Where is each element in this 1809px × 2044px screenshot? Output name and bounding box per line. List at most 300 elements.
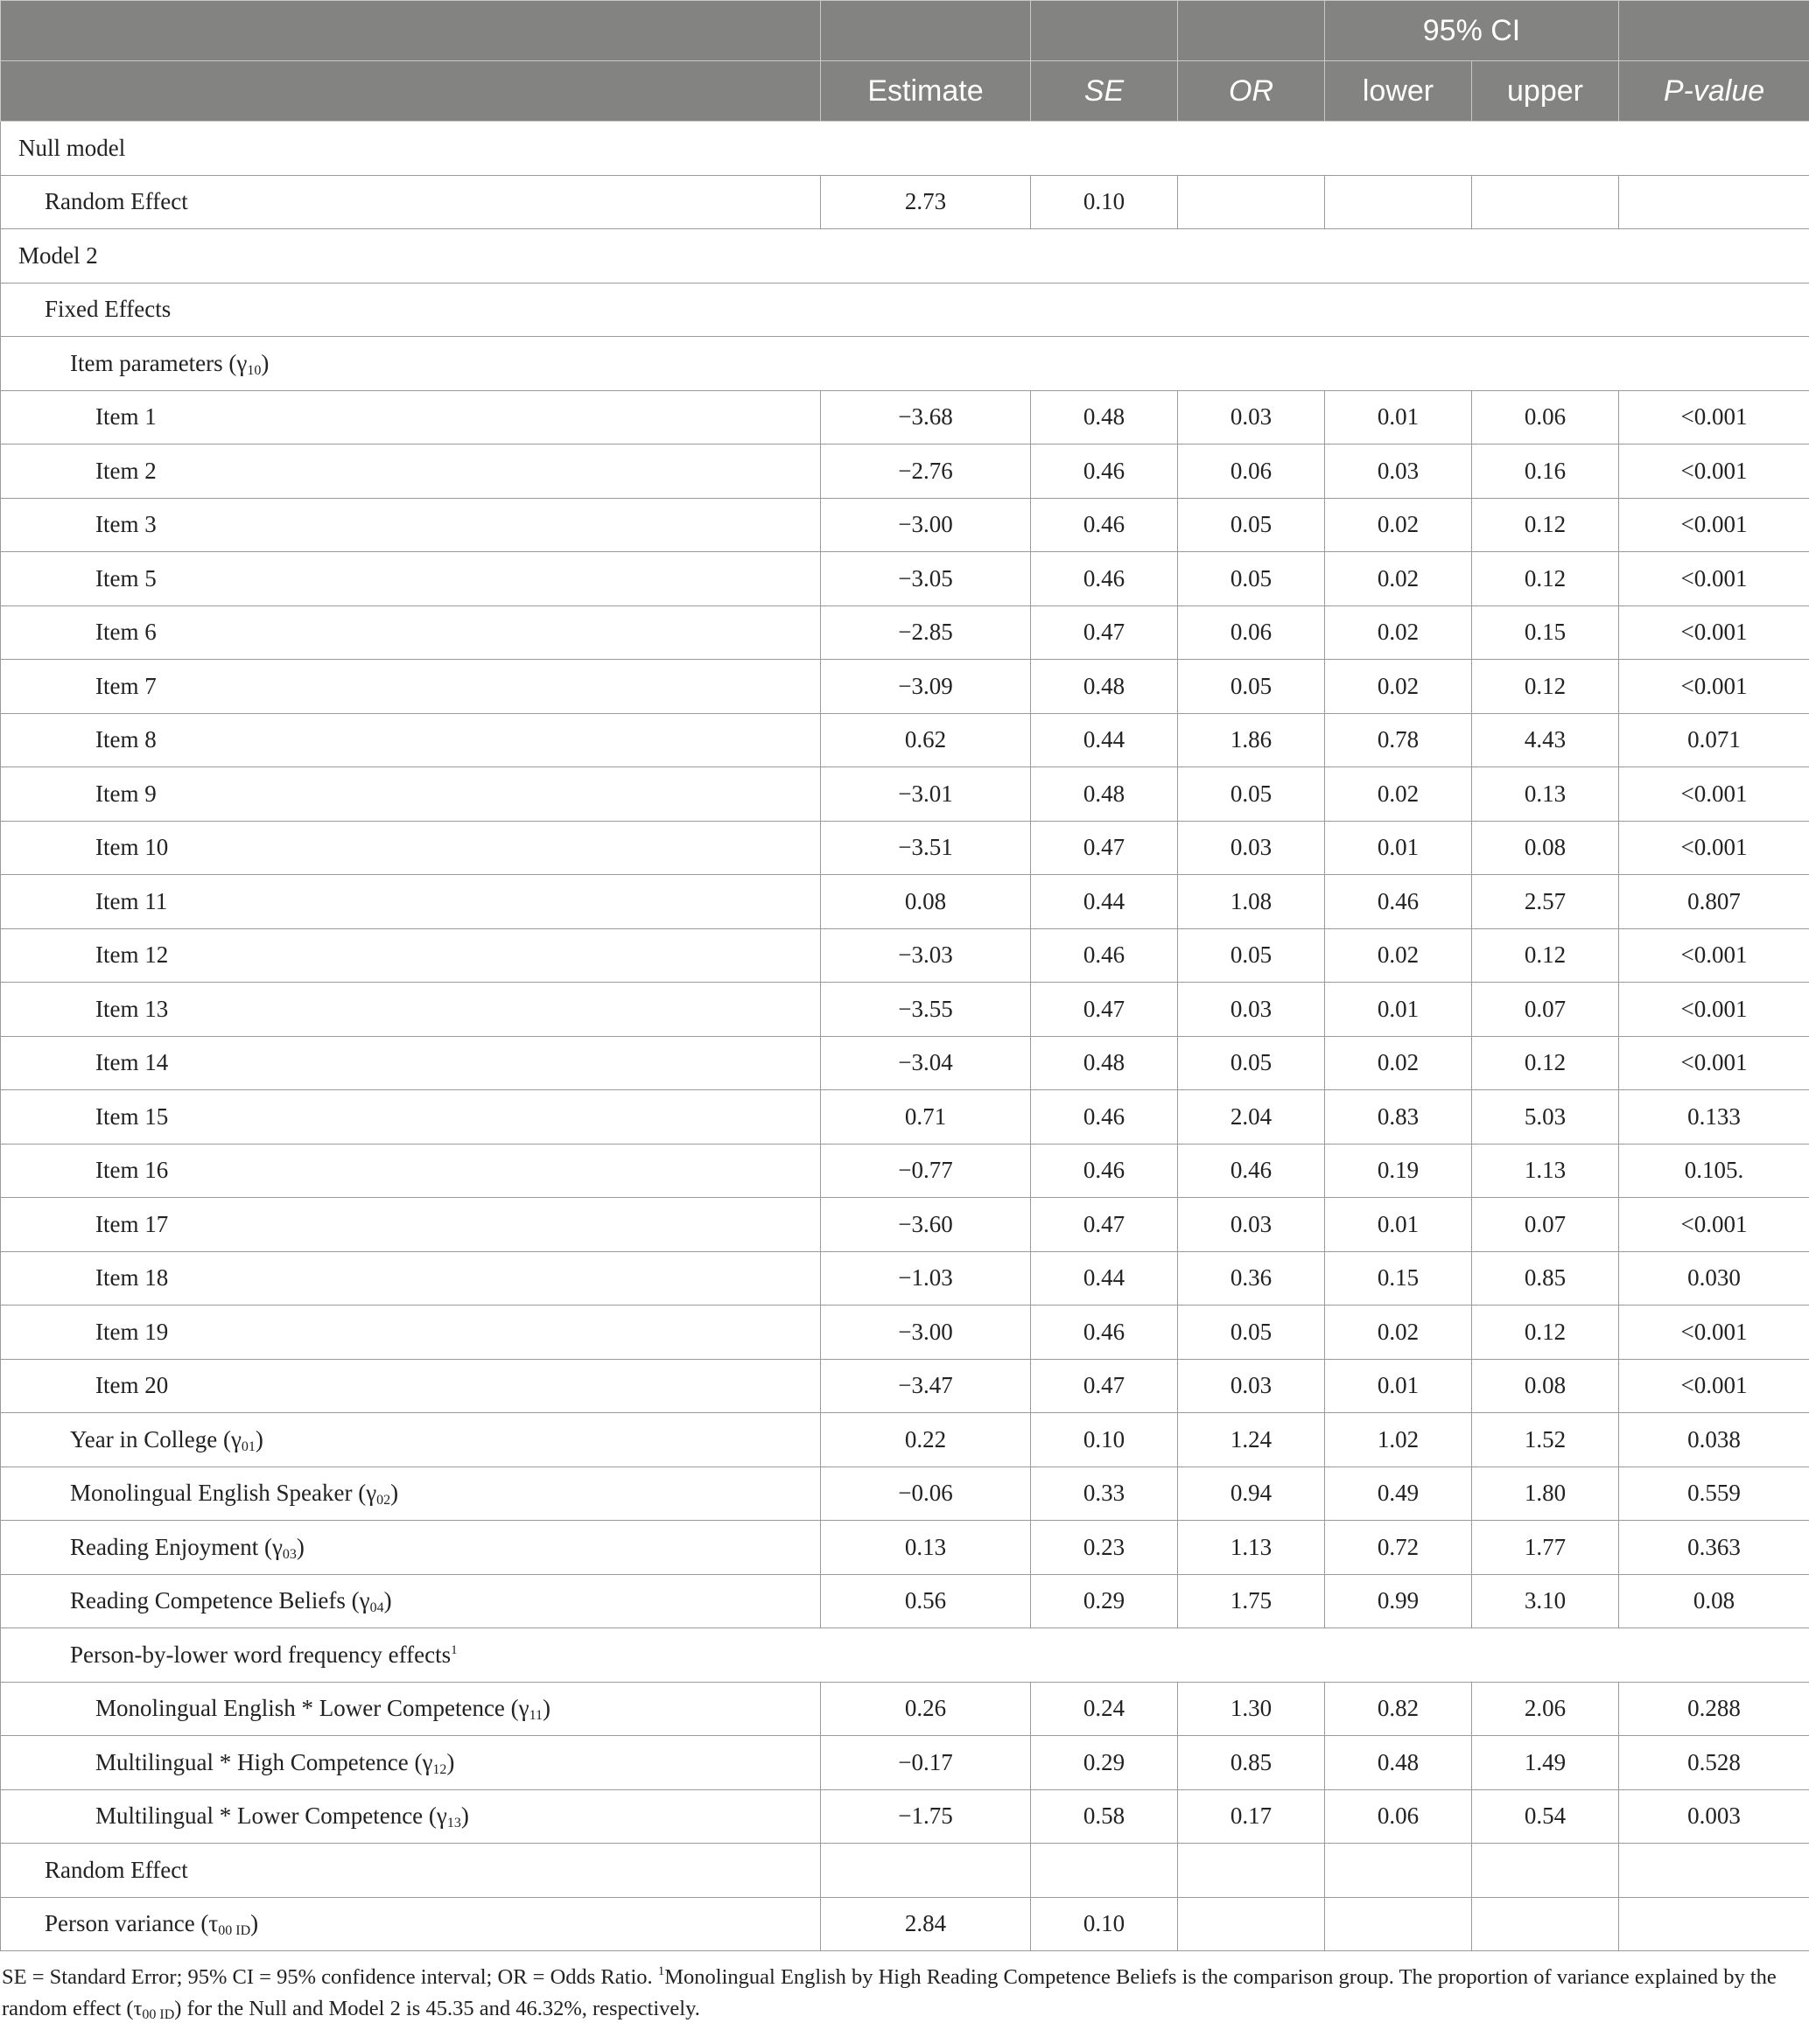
or-cell: 0.03 <box>1178 390 1325 444</box>
table-header <box>1 1 1809 122</box>
table-row <box>1 390 1809 444</box>
estimate-cell: 0.26 <box>821 1682 1031 1736</box>
p-value-cell: <0.001 <box>1619 821 1809 875</box>
row-label-text: Person-by-lower word frequency effects <box>70 1641 452 1668</box>
row-label <box>1 1198 821 1252</box>
estimate-cell: −2.76 <box>821 444 1031 499</box>
estimate-cell: −3.04 <box>821 1036 1031 1090</box>
row-label-text: Item 5 <box>95 564 157 592</box>
table-row <box>1 1789 1809 1844</box>
table-section-row <box>1 229 1809 284</box>
or-cell: 0.46 <box>1178 1144 1325 1198</box>
ci-upper-cell: 0.12 <box>1472 552 1619 606</box>
se-cell: 0.47 <box>1031 821 1178 875</box>
ci-upper-cell: 0.85 <box>1472 1251 1619 1306</box>
table-row <box>1 606 1809 660</box>
row-label-text: Reading Enjoyment (γ <box>70 1533 283 1560</box>
row-label-text: Item 9 <box>95 780 157 807</box>
row-label <box>1 1306 821 1360</box>
or-cell: 0.05 <box>1178 928 1325 983</box>
p-value-cell: 0.288 <box>1619 1682 1809 1736</box>
header-empty-cell <box>821 1 1031 61</box>
estimate-cell <box>821 1844 1031 1898</box>
ci-upper-cell: 0.12 <box>1472 660 1619 714</box>
estimate-cell: −0.06 <box>821 1466 1031 1521</box>
row-label <box>1 821 821 875</box>
table-section-row <box>1 283 1809 337</box>
table-body <box>1 122 1809 1951</box>
p-value-cell: <0.001 <box>1619 1359 1809 1413</box>
p-value-cell <box>1619 1897 1809 1951</box>
footnote-subscript: 00 ID <box>142 2007 175 2022</box>
table-row <box>1 1682 1809 1736</box>
row-label-subscript: 03 <box>282 1546 297 1562</box>
row-label <box>1 1789 821 1844</box>
or-cell: 1.13 <box>1178 1521 1325 1575</box>
table-row <box>1 1359 1809 1413</box>
table-row <box>1 767 1809 822</box>
row-label <box>1 1844 821 1898</box>
ci-upper-cell: 0.08 <box>1472 1359 1619 1413</box>
se-cell: 0.33 <box>1031 1466 1178 1521</box>
row-label-text: Monolingual English Speaker (γ <box>70 1480 377 1507</box>
row-label-text: ) <box>446 1748 455 1775</box>
p-value-cell: <0.001 <box>1619 1198 1809 1252</box>
estimate-cell: −3.55 <box>821 983 1031 1037</box>
row-label-text: Model 2 <box>18 242 98 269</box>
row-label-text: Item 17 <box>95 1210 169 1237</box>
se-cell: 0.48 <box>1031 767 1178 822</box>
ci-lower-cell: 0.02 <box>1325 1306 1472 1360</box>
estimate-cell: 0.71 <box>821 1090 1031 1144</box>
footnote-text: ) for the Null and Model 2 is 45.35 and 46.32%, respectively. <box>174 1997 700 2020</box>
estimate-cell: −2.85 <box>821 606 1031 660</box>
ci-lower-cell: 0.01 <box>1325 1359 1472 1413</box>
p-value-cell: <0.001 <box>1619 1036 1809 1090</box>
ci-lower-cell: 0.83 <box>1325 1090 1472 1144</box>
row-label-text: Null model <box>18 134 126 161</box>
estimate-cell: −0.17 <box>821 1736 1031 1790</box>
se-cell: 0.47 <box>1031 1198 1178 1252</box>
row-label <box>1 1736 821 1790</box>
row-label-text: ) <box>255 1425 263 1452</box>
table-row <box>1 1466 1809 1521</box>
ci-upper-cell: 0.12 <box>1472 928 1619 983</box>
or-cell <box>1178 175 1325 229</box>
row-label-text: ) <box>460 1802 469 1830</box>
se-cell: 0.44 <box>1031 1251 1178 1306</box>
table-row <box>1 928 1809 983</box>
or-cell: 0.05 <box>1178 498 1325 552</box>
ci-upper-cell: 1.13 <box>1472 1144 1619 1198</box>
row-label-text: Item 13 <box>95 995 169 1022</box>
ci-lower-cell: 0.01 <box>1325 821 1472 875</box>
estimate-cell: 2.73 <box>821 175 1031 229</box>
se-cell <box>1031 1844 1178 1898</box>
table-row <box>1 1844 1809 1898</box>
or-cell: 2.04 <box>1178 1090 1325 1144</box>
row-label-text: ) <box>543 1695 550 1722</box>
row-label <box>1 1897 821 1951</box>
header-empty-cell <box>1031 1 1178 61</box>
p-value-cell: <0.001 <box>1619 660 1809 714</box>
ci-upper-cell: 1.49 <box>1472 1736 1619 1790</box>
table-row <box>1 175 1809 229</box>
or-cell: 0.05 <box>1178 660 1325 714</box>
p-value-cell: <0.001 <box>1619 767 1809 822</box>
row-label-text: Item 8 <box>95 726 157 753</box>
estimate-cell: 2.84 <box>821 1897 1031 1951</box>
ci-lower-cell: 0.01 <box>1325 983 1472 1037</box>
ci-lower-cell <box>1325 1844 1472 1898</box>
row-label <box>1 713 821 767</box>
or-cell: 0.03 <box>1178 1359 1325 1413</box>
estimate-cell: −3.01 <box>821 767 1031 822</box>
row-label-text: Item 14 <box>95 1049 169 1076</box>
se-cell: 0.10 <box>1031 1897 1178 1951</box>
se-cell: 0.46 <box>1031 928 1178 983</box>
ci-lower-cell: 0.02 <box>1325 928 1472 983</box>
ci-lower-cell: 0.02 <box>1325 767 1472 822</box>
ci-upper-cell: 1.52 <box>1472 1413 1619 1467</box>
row-label-text: Item 15 <box>95 1102 169 1130</box>
estimate-cell: −3.60 <box>821 1198 1031 1252</box>
row-label <box>1 1359 821 1413</box>
se-cell: 0.47 <box>1031 606 1178 660</box>
estimate-cell: 0.22 <box>821 1413 1031 1467</box>
row-label-text: Random Effect <box>45 1856 188 1883</box>
row-label-text: Item 3 <box>95 511 157 538</box>
table-row <box>1 1897 1809 1951</box>
p-value-cell: 0.528 <box>1619 1736 1809 1790</box>
p-value-cell: 0.08 <box>1619 1574 1809 1628</box>
table-row <box>1 821 1809 875</box>
header-empty-cell <box>1619 1 1809 61</box>
se-cell: 0.23 <box>1031 1521 1178 1575</box>
row-label <box>1 390 821 444</box>
estimate-cell: −3.47 <box>821 1359 1031 1413</box>
row-label <box>1 498 821 552</box>
table-row <box>1 1521 1809 1575</box>
table-row <box>1 444 1809 499</box>
row-label-text: Item 2 <box>95 457 157 484</box>
row-label-text: ) <box>296 1533 305 1560</box>
ci-upper-cell: 5.03 <box>1472 1090 1619 1144</box>
ci-upper-cell: 2.06 <box>1472 1682 1619 1736</box>
row-label-text: Item 20 <box>95 1372 169 1399</box>
or-cell: 1.75 <box>1178 1574 1325 1628</box>
p-value-cell <box>1619 1844 1809 1898</box>
row-label-text: ) <box>390 1480 399 1507</box>
row-label-text: Item 11 <box>95 887 168 914</box>
header-estimate: Estimate <box>821 61 1031 122</box>
table-row <box>1 498 1809 552</box>
se-cell: 0.29 <box>1031 1574 1178 1628</box>
or-cell: 0.06 <box>1178 444 1325 499</box>
se-cell: 0.46 <box>1031 1306 1178 1360</box>
ci-lower-cell: 0.48 <box>1325 1736 1472 1790</box>
table-footnote <box>0 1951 1809 2025</box>
ci-lower-cell: 0.49 <box>1325 1466 1472 1521</box>
p-value-cell: <0.001 <box>1619 983 1809 1037</box>
se-cell: 0.48 <box>1031 660 1178 714</box>
row-label-text: Year in College (γ <box>70 1425 242 1452</box>
estimate-cell: 0.13 <box>821 1521 1031 1575</box>
row-label-subscript: 12 <box>432 1761 447 1777</box>
row-label <box>1 552 821 606</box>
ci-lower-cell: 0.02 <box>1325 606 1472 660</box>
table-section-row <box>1 122 1809 176</box>
estimate-cell: −3.00 <box>821 1306 1031 1360</box>
row-label-text: Item 19 <box>95 1318 169 1345</box>
row-label <box>1 1521 821 1575</box>
or-cell: 0.05 <box>1178 1306 1325 1360</box>
ci-upper-cell: 0.07 <box>1472 983 1619 1037</box>
estimate-cell: 0.62 <box>821 713 1031 767</box>
p-value-cell: 0.807 <box>1619 875 1809 929</box>
ci-lower-cell: 0.15 <box>1325 1251 1472 1306</box>
row-label <box>1 122 1809 176</box>
row-label <box>1 1413 821 1467</box>
p-value-cell: 0.071 <box>1619 713 1809 767</box>
row-label-text: Item 10 <box>95 834 169 861</box>
ci-upper-cell: 0.16 <box>1472 444 1619 499</box>
table-section-row <box>1 1628 1809 1683</box>
row-label <box>1 337 1809 391</box>
or-cell: 0.94 <box>1178 1466 1325 1521</box>
estimate-cell: −3.68 <box>821 390 1031 444</box>
p-value-cell: 0.133 <box>1619 1090 1809 1144</box>
table-row <box>1 1574 1809 1628</box>
p-value-cell <box>1619 175 1809 229</box>
ci-upper-cell: 0.13 <box>1472 767 1619 822</box>
se-cell: 0.46 <box>1031 1090 1178 1144</box>
or-cell <box>1178 1897 1325 1951</box>
ci-upper-cell: 0.06 <box>1472 390 1619 444</box>
se-cell: 0.48 <box>1031 390 1178 444</box>
ci-lower-cell: 0.72 <box>1325 1521 1472 1575</box>
row-label <box>1 875 821 929</box>
row-label-subscript: 00 ID <box>218 1923 251 1939</box>
row-label <box>1 1144 821 1198</box>
row-label <box>1 1036 821 1090</box>
header-label-col <box>1 61 821 122</box>
estimate-cell: −3.09 <box>821 660 1031 714</box>
ci-upper-cell: 0.12 <box>1472 1306 1619 1360</box>
header-empty-cell <box>1178 1 1325 61</box>
row-label <box>1 1682 821 1736</box>
table-row <box>1 983 1809 1037</box>
se-cell: 0.46 <box>1031 552 1178 606</box>
row-label-subscript: 11 <box>529 1708 543 1724</box>
table-row <box>1 552 1809 606</box>
p-value-cell: <0.001 <box>1619 390 1809 444</box>
table-row <box>1 1306 1809 1360</box>
table-row <box>1 1036 1809 1090</box>
or-cell: 0.06 <box>1178 606 1325 660</box>
or-cell: 0.05 <box>1178 767 1325 822</box>
ci-lower-cell: 0.02 <box>1325 660 1472 714</box>
ci-lower-cell <box>1325 175 1472 229</box>
p-value-cell: 0.030 <box>1619 1251 1809 1306</box>
ci-lower-cell: 0.02 <box>1325 552 1472 606</box>
estimate-cell: −3.03 <box>821 928 1031 983</box>
header-se: SE <box>1031 61 1178 122</box>
se-cell: 0.46 <box>1031 1144 1178 1198</box>
row-label <box>1 606 821 660</box>
ci-upper-cell: 4.43 <box>1472 713 1619 767</box>
row-label-text: Reading Competence Beliefs (γ <box>70 1587 370 1614</box>
row-label-subscript: 01 <box>241 1438 256 1454</box>
table-row <box>1 1198 1809 1252</box>
header-empty-cell <box>1 1 821 61</box>
se-cell: 0.48 <box>1031 1036 1178 1090</box>
row-label-text: Item 1 <box>95 403 157 430</box>
ci-lower-cell: 0.99 <box>1325 1574 1472 1628</box>
se-cell: 0.47 <box>1031 983 1178 1037</box>
se-cell: 0.44 <box>1031 875 1178 929</box>
row-label-text: Multilingual * Lower Competence (γ <box>95 1802 447 1830</box>
table-row <box>1 1413 1809 1467</box>
or-cell: 1.86 <box>1178 713 1325 767</box>
ci-lower-cell: 0.01 <box>1325 1198 1472 1252</box>
header-ci-upper: upper <box>1472 61 1619 122</box>
or-cell: 0.03 <box>1178 983 1325 1037</box>
ci-lower-cell: 0.46 <box>1325 875 1472 929</box>
ci-upper-cell: 0.12 <box>1472 498 1619 552</box>
p-value-cell: <0.001 <box>1619 928 1809 983</box>
row-label-footnote-marker: 1 <box>451 1642 458 1657</box>
or-cell: 0.03 <box>1178 821 1325 875</box>
or-cell: 0.85 <box>1178 1736 1325 1790</box>
table-section-row <box>1 337 1809 391</box>
ci-upper-cell: 1.77 <box>1472 1521 1619 1575</box>
row-label-text: Random Effect <box>45 188 188 215</box>
estimate-cell: −0.77 <box>821 1144 1031 1198</box>
ci-upper-cell: 0.54 <box>1472 1789 1619 1844</box>
ci-upper-cell: 0.08 <box>1472 821 1619 875</box>
ci-upper-cell <box>1472 1897 1619 1951</box>
row-label-text: Item 18 <box>95 1264 169 1292</box>
footnote-text: Monolingual English by High Reading Competence Beliefs is the comparison group. The proportion of variance explained by the random effect (τ <box>2 1965 1777 2020</box>
row-label-text: Fixed Effects <box>45 296 172 323</box>
header-or: OR <box>1178 61 1325 122</box>
row-label-subscript: 10 <box>247 362 262 378</box>
ci-upper-cell: 0.07 <box>1472 1198 1619 1252</box>
estimate-cell: −3.00 <box>821 498 1031 552</box>
estimate-cell: 0.08 <box>821 875 1031 929</box>
ci-upper-cell: 2.57 <box>1472 875 1619 929</box>
or-cell: 1.30 <box>1178 1682 1325 1736</box>
row-label <box>1 983 821 1037</box>
se-cell: 0.46 <box>1031 498 1178 552</box>
row-label-text: Item 7 <box>95 672 157 699</box>
ci-upper-cell: 0.12 <box>1472 1036 1619 1090</box>
footnote-text: SE = Standard Error; 95% CI = 95% confidence interval; OR = Odds Ratio. <box>2 1965 658 1989</box>
row-label-text: Item parameters (γ <box>70 349 248 376</box>
ci-lower-cell: 0.78 <box>1325 713 1472 767</box>
or-cell: 0.17 <box>1178 1789 1325 1844</box>
estimate-cell: −3.51 <box>821 821 1031 875</box>
row-label <box>1 283 1809 337</box>
ci-upper-cell: 0.15 <box>1472 606 1619 660</box>
table-row <box>1 1736 1809 1790</box>
estimate-cell: −3.05 <box>821 552 1031 606</box>
row-label-text: ) <box>250 1910 259 1937</box>
row-label-text: Item 16 <box>95 1157 169 1184</box>
row-label-subscript: 04 <box>369 1600 384 1616</box>
footnote-marker: 1 <box>657 1964 665 1978</box>
se-cell: 0.47 <box>1031 1359 1178 1413</box>
se-cell: 0.46 <box>1031 444 1178 499</box>
estimate-cell: −1.03 <box>821 1251 1031 1306</box>
se-cell: 0.58 <box>1031 1789 1178 1844</box>
ci-lower-cell: 0.03 <box>1325 444 1472 499</box>
p-value-cell: <0.001 <box>1619 444 1809 499</box>
row-label-text: Item 6 <box>95 619 157 646</box>
ci-lower-cell: 0.02 <box>1325 498 1472 552</box>
or-cell: 0.05 <box>1178 1036 1325 1090</box>
header-ci-group: 95% CI <box>1325 1 1619 61</box>
ci-lower-cell: 0.02 <box>1325 1036 1472 1090</box>
row-label <box>1 767 821 822</box>
header-p-value: P-value <box>1619 61 1809 122</box>
ci-upper-cell: 1.80 <box>1472 1466 1619 1521</box>
p-value-cell: <0.001 <box>1619 1306 1809 1360</box>
ci-lower-cell: 0.06 <box>1325 1789 1472 1844</box>
header-ci-lower: lower <box>1325 61 1472 122</box>
or-cell: 0.05 <box>1178 552 1325 606</box>
p-value-cell: 0.363 <box>1619 1521 1809 1575</box>
table-row <box>1 875 1809 929</box>
row-label <box>1 229 1809 284</box>
p-value-cell: 0.038 <box>1619 1413 1809 1467</box>
p-value-cell: 0.003 <box>1619 1789 1809 1844</box>
se-cell: 0.10 <box>1031 1413 1178 1467</box>
row-label <box>1 1466 821 1521</box>
p-value-cell: <0.001 <box>1619 552 1809 606</box>
row-label <box>1 660 821 714</box>
row-label-subscript: 02 <box>376 1493 391 1508</box>
se-cell: 0.29 <box>1031 1736 1178 1790</box>
table-row <box>1 1144 1809 1198</box>
table-row <box>1 1251 1809 1306</box>
row-label-text: Item 12 <box>95 942 169 969</box>
row-label-text: Multilingual * High Competence (γ <box>95 1748 433 1775</box>
p-value-cell: 0.559 <box>1619 1466 1809 1521</box>
p-value-cell: <0.001 <box>1619 606 1809 660</box>
ci-lower-cell: 1.02 <box>1325 1413 1472 1467</box>
se-cell: 0.24 <box>1031 1682 1178 1736</box>
row-label <box>1 444 821 499</box>
row-label-text: Monolingual English * Lower Competence (γ <box>95 1695 529 1722</box>
table-row <box>1 1090 1809 1144</box>
or-cell: 0.03 <box>1178 1198 1325 1252</box>
row-label-text: Person variance (τ <box>45 1910 219 1937</box>
row-label <box>1 1628 1809 1683</box>
or-cell: 1.08 <box>1178 875 1325 929</box>
se-cell: 0.10 <box>1031 175 1178 229</box>
ci-lower-cell <box>1325 1897 1472 1951</box>
table-row <box>1 713 1809 767</box>
row-label-subscript: 13 <box>446 1816 461 1831</box>
row-label-text: ) <box>383 1587 392 1614</box>
ci-upper-cell: 3.10 <box>1472 1574 1619 1628</box>
p-value-cell: 0.105. <box>1619 1144 1809 1198</box>
or-cell: 0.36 <box>1178 1251 1325 1306</box>
row-label <box>1 928 821 983</box>
estimate-cell: 0.56 <box>821 1574 1031 1628</box>
